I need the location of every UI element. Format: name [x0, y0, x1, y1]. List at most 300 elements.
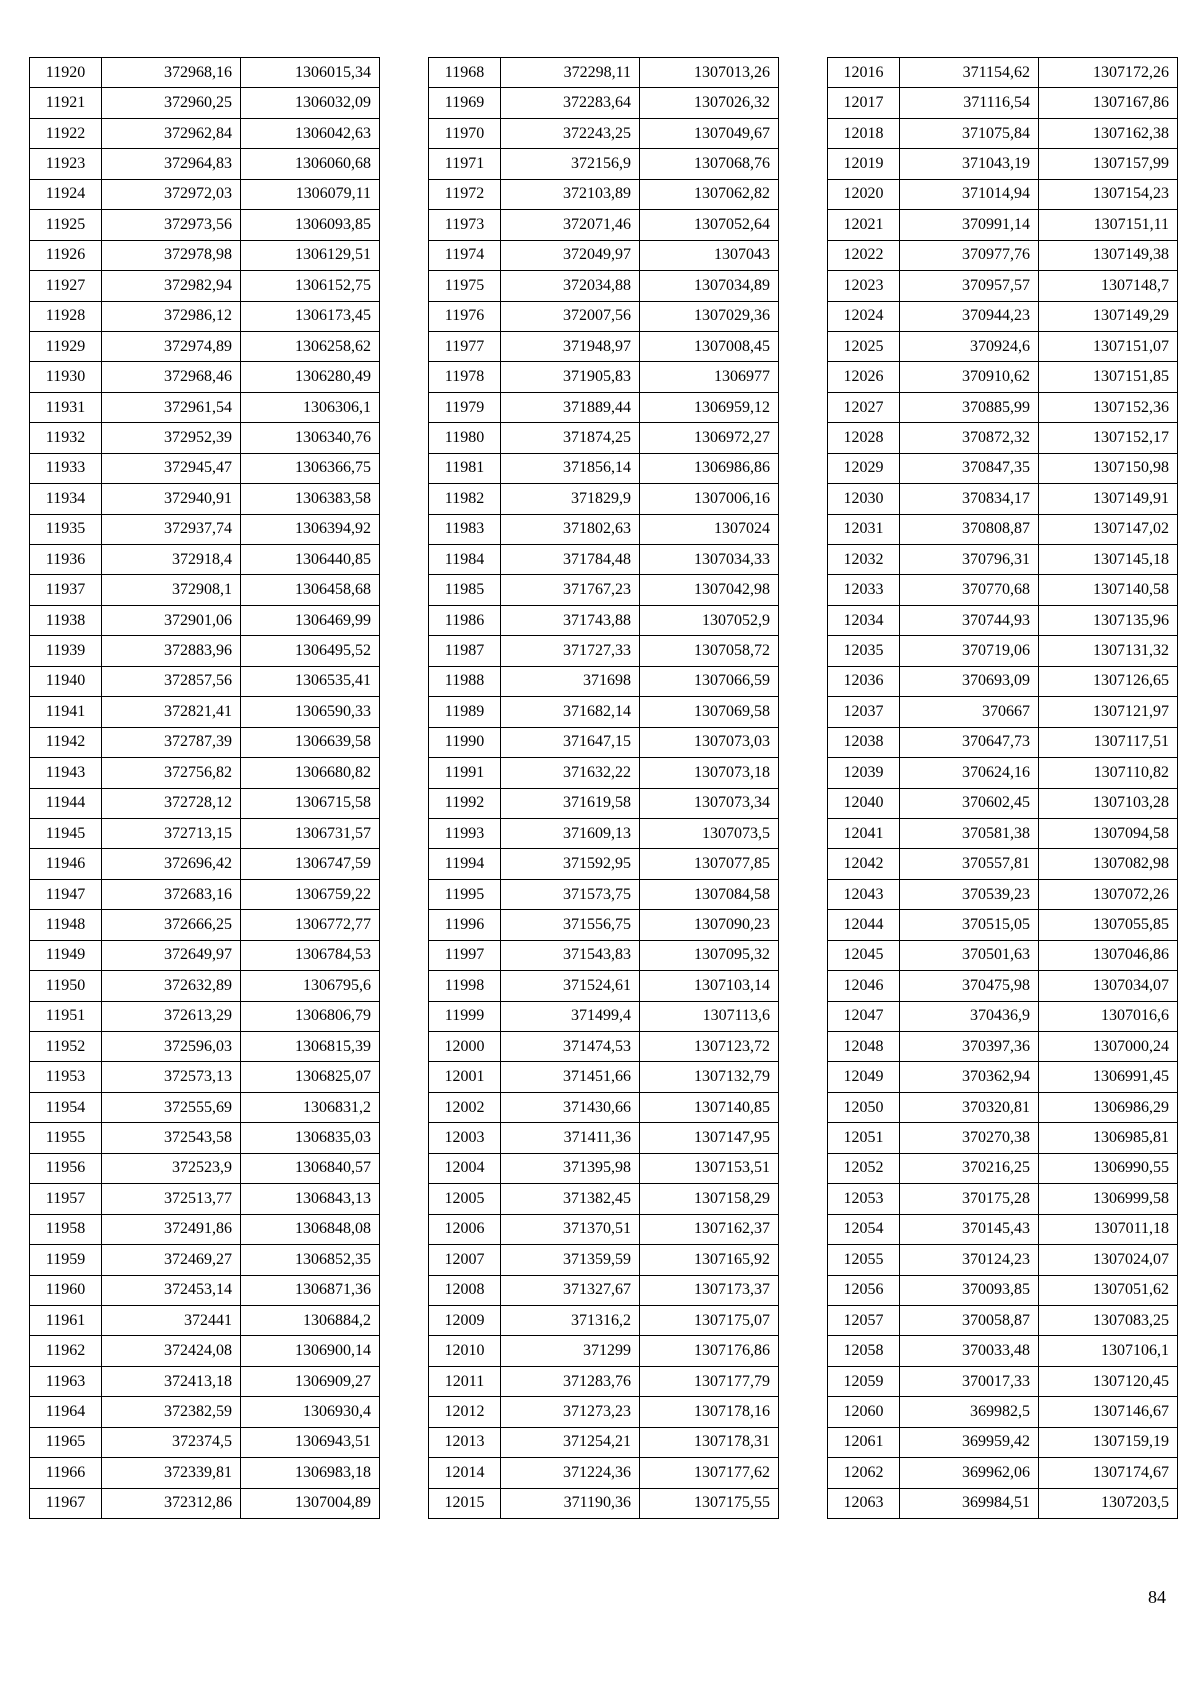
table-row — [30, 1458, 380, 1488]
point-id-cell: 11952 — [30, 1032, 102, 1062]
y-coordinate-cell: 1307146,67 — [1039, 1397, 1178, 1427]
x-coordinate-cell: 372857,56 — [102, 666, 241, 696]
x-coordinate-cell: 370515,05 — [900, 910, 1039, 940]
y-coordinate-cell: 1307175,55 — [640, 1488, 779, 1518]
x-coordinate-cell: 370436,9 — [900, 1001, 1039, 1031]
x-coordinate-cell: 372543,58 — [102, 1123, 241, 1153]
table-row — [30, 392, 380, 422]
x-coordinate-cell: 372007,56 — [501, 301, 640, 331]
point-id-cell: 12007 — [429, 1245, 501, 1275]
table-row — [30, 331, 380, 361]
x-coordinate-cell: 371802,63 — [501, 514, 640, 544]
table-row — [429, 788, 779, 818]
table-row — [828, 697, 1178, 727]
y-coordinate-cell: 1306590,33 — [241, 697, 380, 727]
x-coordinate-cell: 371043,19 — [900, 149, 1039, 179]
table-row — [828, 1397, 1178, 1427]
table-row — [30, 1032, 380, 1062]
table-row — [429, 179, 779, 209]
y-coordinate-cell: 1307151,85 — [1039, 362, 1178, 392]
point-id-cell: 11966 — [30, 1458, 102, 1488]
y-coordinate-cell: 1306806,79 — [241, 1001, 380, 1031]
table-row — [30, 514, 380, 544]
x-coordinate-cell: 371316,2 — [501, 1305, 640, 1335]
x-coordinate-cell: 371411,36 — [501, 1123, 640, 1153]
table-row — [429, 1427, 779, 1457]
y-coordinate-cell: 1306440,85 — [241, 545, 380, 575]
x-coordinate-cell: 369962,06 — [900, 1458, 1039, 1488]
table-row — [30, 1001, 380, 1031]
point-id-cell: 12020 — [828, 179, 900, 209]
table-row — [30, 271, 380, 301]
x-coordinate-cell: 370991,14 — [900, 210, 1039, 240]
point-id-cell: 11939 — [30, 636, 102, 666]
x-coordinate-cell: 371359,59 — [501, 1245, 640, 1275]
y-coordinate-cell: 1307006,16 — [640, 484, 779, 514]
x-coordinate-cell: 370501,63 — [900, 940, 1039, 970]
table-row — [429, 58, 779, 88]
y-coordinate-cell: 1307121,97 — [1039, 697, 1178, 727]
point-id-cell: 12057 — [828, 1305, 900, 1335]
y-coordinate-cell: 1307013,26 — [640, 58, 779, 88]
point-id-cell: 12005 — [429, 1184, 501, 1214]
table-row — [828, 879, 1178, 909]
y-coordinate-cell: 1306152,75 — [241, 271, 380, 301]
y-coordinate-cell: 1306909,27 — [241, 1366, 380, 1396]
x-coordinate-cell: 370719,06 — [900, 636, 1039, 666]
table-row — [429, 1245, 779, 1275]
y-coordinate-cell: 1307073,18 — [640, 758, 779, 788]
y-coordinate-cell: 1307062,82 — [640, 179, 779, 209]
point-id-cell: 11926 — [30, 240, 102, 270]
table-row — [429, 88, 779, 118]
y-coordinate-cell: 1307016,6 — [1039, 1001, 1178, 1031]
y-coordinate-cell: 1307177,62 — [640, 1458, 779, 1488]
point-id-cell: 11937 — [30, 575, 102, 605]
point-id-cell: 12018 — [828, 118, 900, 148]
y-coordinate-cell: 1307083,25 — [1039, 1305, 1178, 1335]
table-row — [828, 758, 1178, 788]
table-row — [30, 818, 380, 848]
point-id-cell: 12030 — [828, 484, 900, 514]
y-coordinate-cell: 1307082,98 — [1039, 849, 1178, 879]
point-id-cell: 12055 — [828, 1245, 900, 1275]
point-id-cell: 11983 — [429, 514, 501, 544]
point-id-cell: 12058 — [828, 1336, 900, 1366]
y-coordinate-cell: 1307011,18 — [1039, 1214, 1178, 1244]
table-row — [828, 666, 1178, 696]
table-row — [828, 727, 1178, 757]
x-coordinate-cell: 372787,39 — [102, 727, 241, 757]
point-id-cell: 11936 — [30, 545, 102, 575]
point-id-cell: 11978 — [429, 362, 501, 392]
y-coordinate-cell: 1307095,32 — [640, 940, 779, 970]
table-row — [30, 666, 380, 696]
point-id-cell: 12014 — [429, 1458, 501, 1488]
y-coordinate-cell: 1307049,67 — [640, 118, 779, 148]
x-coordinate-cell: 372968,46 — [102, 362, 241, 392]
y-coordinate-cell: 1307120,45 — [1039, 1366, 1178, 1396]
point-id-cell: 11972 — [429, 179, 501, 209]
table-row — [828, 392, 1178, 422]
table-row — [30, 849, 380, 879]
y-coordinate-cell: 1307172,26 — [1039, 58, 1178, 88]
point-id-cell: 12042 — [828, 849, 900, 879]
x-coordinate-cell: 372441 — [102, 1305, 241, 1335]
y-coordinate-cell: 1307149,91 — [1039, 484, 1178, 514]
x-coordinate-cell: 372756,82 — [102, 758, 241, 788]
y-coordinate-cell: 1306280,49 — [241, 362, 380, 392]
x-coordinate-cell: 371632,22 — [501, 758, 640, 788]
table-row — [828, 1427, 1178, 1457]
table-row — [429, 1092, 779, 1122]
y-coordinate-cell: 1307073,34 — [640, 788, 779, 818]
point-id-cell: 11981 — [429, 453, 501, 483]
table-row — [828, 1001, 1178, 1031]
point-id-cell: 11986 — [429, 605, 501, 635]
y-coordinate-cell: 1307073,5 — [640, 818, 779, 848]
x-coordinate-cell: 370216,25 — [900, 1153, 1039, 1183]
table-row — [429, 1184, 779, 1214]
y-coordinate-cell: 1307058,72 — [640, 636, 779, 666]
y-coordinate-cell: 1307158,29 — [640, 1184, 779, 1214]
x-coordinate-cell: 372453,14 — [102, 1275, 241, 1305]
table-row — [828, 1214, 1178, 1244]
x-coordinate-cell: 371474,53 — [501, 1032, 640, 1062]
table-row — [828, 1336, 1178, 1366]
y-coordinate-cell: 1307090,23 — [640, 910, 779, 940]
x-coordinate-cell: 369982,5 — [900, 1397, 1039, 1427]
point-id-cell: 12047 — [828, 1001, 900, 1031]
y-coordinate-cell: 1306535,41 — [241, 666, 380, 696]
x-coordinate-cell: 370362,94 — [900, 1062, 1039, 1092]
point-id-cell: 11942 — [30, 727, 102, 757]
point-id-cell: 12056 — [828, 1275, 900, 1305]
x-coordinate-cell: 371743,88 — [501, 605, 640, 635]
y-coordinate-cell: 1306991,45 — [1039, 1062, 1178, 1092]
point-id-cell: 12003 — [429, 1123, 501, 1153]
x-coordinate-cell: 371154,62 — [900, 58, 1039, 88]
table-row — [429, 971, 779, 1001]
x-coordinate-cell: 372243,25 — [501, 118, 640, 148]
point-id-cell: 12011 — [429, 1366, 501, 1396]
point-id-cell: 11961 — [30, 1305, 102, 1335]
x-coordinate-cell: 370602,45 — [900, 788, 1039, 818]
table-row — [429, 1488, 779, 1518]
y-coordinate-cell: 1306990,55 — [1039, 1153, 1178, 1183]
point-id-cell: 11984 — [429, 545, 501, 575]
table-row — [30, 575, 380, 605]
point-id-cell: 12026 — [828, 362, 900, 392]
point-id-cell: 12002 — [429, 1092, 501, 1122]
point-id-cell: 11930 — [30, 362, 102, 392]
point-id-cell: 12024 — [828, 301, 900, 331]
point-id-cell: 11987 — [429, 636, 501, 666]
x-coordinate-cell: 371116,54 — [900, 88, 1039, 118]
table-row — [30, 179, 380, 209]
y-coordinate-cell: 1307026,32 — [640, 88, 779, 118]
point-id-cell: 12053 — [828, 1184, 900, 1214]
table-row — [429, 940, 779, 970]
y-coordinate-cell: 1307176,86 — [640, 1336, 779, 1366]
table-row — [429, 818, 779, 848]
y-coordinate-cell: 1307145,18 — [1039, 545, 1178, 575]
x-coordinate-cell: 372974,89 — [102, 331, 241, 361]
point-id-cell: 11932 — [30, 423, 102, 453]
point-id-cell: 12035 — [828, 636, 900, 666]
page-number: 84 — [1148, 1587, 1166, 1607]
y-coordinate-cell: 1307024 — [640, 514, 779, 544]
x-coordinate-cell: 372964,83 — [102, 149, 241, 179]
table-row — [429, 453, 779, 483]
table-row — [429, 666, 779, 696]
point-id-cell: 12008 — [429, 1275, 501, 1305]
table-row — [828, 1366, 1178, 1396]
table-row — [828, 818, 1178, 848]
y-coordinate-cell: 1307034,07 — [1039, 971, 1178, 1001]
y-coordinate-cell: 1307084,58 — [640, 879, 779, 909]
table-row — [828, 1123, 1178, 1153]
x-coordinate-cell: 371948,97 — [501, 331, 640, 361]
table-row — [30, 788, 380, 818]
y-coordinate-cell: 1307132,79 — [640, 1062, 779, 1092]
x-coordinate-cell: 371327,67 — [501, 1275, 640, 1305]
y-coordinate-cell: 1307147,95 — [640, 1123, 779, 1153]
y-coordinate-cell: 1307042,98 — [640, 575, 779, 605]
point-id-cell: 11979 — [429, 392, 501, 422]
table-row — [429, 423, 779, 453]
y-coordinate-cell: 1306795,6 — [241, 971, 380, 1001]
x-coordinate-cell: 371430,66 — [501, 1092, 640, 1122]
x-coordinate-cell: 370667 — [900, 697, 1039, 727]
x-coordinate-cell: 370581,38 — [900, 818, 1039, 848]
y-coordinate-cell: 1307126,65 — [1039, 666, 1178, 696]
table-row — [429, 240, 779, 270]
x-coordinate-cell: 372986,12 — [102, 301, 241, 331]
table-row — [30, 149, 380, 179]
y-coordinate-cell: 1306060,68 — [241, 149, 380, 179]
x-coordinate-cell: 372632,89 — [102, 971, 241, 1001]
point-id-cell: 11958 — [30, 1214, 102, 1244]
table-row — [828, 1305, 1178, 1335]
y-coordinate-cell: 1307046,86 — [1039, 940, 1178, 970]
table-row — [30, 453, 380, 483]
y-coordinate-cell: 1307149,38 — [1039, 240, 1178, 270]
x-coordinate-cell: 371829,9 — [501, 484, 640, 514]
x-coordinate-cell: 372298,11 — [501, 58, 640, 88]
x-coordinate-cell: 372071,46 — [501, 210, 640, 240]
table-row — [30, 545, 380, 575]
y-coordinate-cell: 1307178,16 — [640, 1397, 779, 1427]
point-id-cell: 12052 — [828, 1153, 900, 1183]
x-coordinate-cell: 372945,47 — [102, 453, 241, 483]
y-coordinate-cell: 1306943,51 — [241, 1427, 380, 1457]
table-row — [30, 1336, 380, 1366]
table-row — [429, 758, 779, 788]
point-id-cell: 11982 — [429, 484, 501, 514]
point-id-cell: 11928 — [30, 301, 102, 331]
y-coordinate-cell: 1307034,89 — [640, 271, 779, 301]
y-coordinate-cell: 1306983,18 — [241, 1458, 380, 1488]
x-coordinate-cell: 370796,31 — [900, 545, 1039, 575]
point-id-cell: 11993 — [429, 818, 501, 848]
x-coordinate-cell: 371573,75 — [501, 879, 640, 909]
point-id-cell: 11921 — [30, 88, 102, 118]
y-coordinate-cell: 1307066,59 — [640, 666, 779, 696]
table-row — [429, 1305, 779, 1335]
point-id-cell: 11964 — [30, 1397, 102, 1427]
y-coordinate-cell: 1307152,17 — [1039, 423, 1178, 453]
y-coordinate-cell: 1306930,4 — [241, 1397, 380, 1427]
x-coordinate-cell: 372962,84 — [102, 118, 241, 148]
point-id-cell: 11985 — [429, 575, 501, 605]
x-coordinate-cell: 371524,61 — [501, 971, 640, 1001]
y-coordinate-cell: 1307094,58 — [1039, 818, 1178, 848]
point-id-cell: 11963 — [30, 1366, 102, 1396]
x-coordinate-cell: 372469,27 — [102, 1245, 241, 1275]
x-coordinate-cell: 372961,54 — [102, 392, 241, 422]
x-coordinate-cell: 370270,38 — [900, 1123, 1039, 1153]
point-id-cell: 11946 — [30, 849, 102, 879]
x-coordinate-cell: 372952,39 — [102, 423, 241, 453]
x-coordinate-cell: 371556,75 — [501, 910, 640, 940]
point-id-cell: 11977 — [429, 331, 501, 361]
y-coordinate-cell: 1307165,92 — [640, 1245, 779, 1275]
x-coordinate-cell: 371698 — [501, 666, 640, 696]
table-row — [429, 605, 779, 635]
y-coordinate-cell: 1307140,85 — [640, 1092, 779, 1122]
x-coordinate-cell: 370557,81 — [900, 849, 1039, 879]
x-coordinate-cell: 372982,94 — [102, 271, 241, 301]
point-id-cell: 11962 — [30, 1336, 102, 1366]
table-row — [30, 1397, 380, 1427]
x-coordinate-cell: 370124,23 — [900, 1245, 1039, 1275]
y-coordinate-cell: 1306093,85 — [241, 210, 380, 240]
x-coordinate-cell: 372960,25 — [102, 88, 241, 118]
table-row — [30, 301, 380, 331]
table-row — [828, 1245, 1178, 1275]
table-row — [30, 1153, 380, 1183]
point-id-cell: 11997 — [429, 940, 501, 970]
y-coordinate-cell: 1307153,51 — [640, 1153, 779, 1183]
x-coordinate-cell: 372968,16 — [102, 58, 241, 88]
y-coordinate-cell: 1306985,81 — [1039, 1123, 1178, 1153]
y-coordinate-cell: 1306173,45 — [241, 301, 380, 331]
table-row — [429, 1397, 779, 1427]
x-coordinate-cell: 372940,91 — [102, 484, 241, 514]
x-coordinate-cell: 371856,14 — [501, 453, 640, 483]
y-coordinate-cell: 1307173,37 — [640, 1275, 779, 1305]
table-row — [828, 453, 1178, 483]
x-coordinate-cell: 372156,9 — [501, 149, 640, 179]
table-row — [828, 575, 1178, 605]
point-id-cell: 12022 — [828, 240, 900, 270]
point-id-cell: 12054 — [828, 1214, 900, 1244]
x-coordinate-cell: 371609,13 — [501, 818, 640, 848]
x-coordinate-cell: 372034,88 — [501, 271, 640, 301]
y-coordinate-cell: 1307167,86 — [1039, 88, 1178, 118]
point-id-cell: 11969 — [429, 88, 501, 118]
point-id-cell: 12037 — [828, 697, 900, 727]
point-id-cell: 11951 — [30, 1001, 102, 1031]
table-row — [429, 636, 779, 666]
y-coordinate-cell: 1307135,96 — [1039, 605, 1178, 635]
x-coordinate-cell: 372978,98 — [102, 240, 241, 270]
point-id-cell: 12027 — [828, 392, 900, 422]
point-id-cell: 11933 — [30, 453, 102, 483]
x-coordinate-cell: 372901,06 — [102, 605, 241, 635]
x-coordinate-cell: 371499,4 — [501, 1001, 640, 1031]
table-row — [30, 727, 380, 757]
point-id-cell: 12046 — [828, 971, 900, 1001]
x-coordinate-cell: 371273,23 — [501, 1397, 640, 1427]
x-coordinate-cell: 370093,85 — [900, 1275, 1039, 1305]
point-id-cell: 12029 — [828, 453, 900, 483]
point-id-cell: 11991 — [429, 758, 501, 788]
table-row — [30, 484, 380, 514]
table-row — [30, 118, 380, 148]
x-coordinate-cell: 371299 — [501, 1336, 640, 1366]
y-coordinate-cell: 1306366,75 — [241, 453, 380, 483]
point-id-cell: 11931 — [30, 392, 102, 422]
point-id-cell: 11996 — [429, 910, 501, 940]
x-coordinate-cell: 372821,41 — [102, 697, 241, 727]
x-coordinate-cell: 372523,9 — [102, 1153, 241, 1183]
table-row — [30, 1305, 380, 1335]
table-row — [828, 484, 1178, 514]
y-coordinate-cell: 1306784,53 — [241, 940, 380, 970]
x-coordinate-cell: 372728,12 — [102, 788, 241, 818]
y-coordinate-cell: 1307073,03 — [640, 727, 779, 757]
y-coordinate-cell: 1307148,7 — [1039, 271, 1178, 301]
y-coordinate-cell: 1307151,07 — [1039, 331, 1178, 361]
table-row — [828, 636, 1178, 666]
y-coordinate-cell: 1306825,07 — [241, 1062, 380, 1092]
table-row — [30, 971, 380, 1001]
point-id-cell: 12036 — [828, 666, 900, 696]
y-coordinate-cell: 1306032,09 — [241, 88, 380, 118]
x-coordinate-cell: 371784,48 — [501, 545, 640, 575]
table-row — [828, 1062, 1178, 1092]
table-row — [30, 1488, 380, 1518]
y-coordinate-cell: 1306972,27 — [640, 423, 779, 453]
y-coordinate-cell: 1307162,37 — [640, 1214, 779, 1244]
point-id-cell: 11938 — [30, 605, 102, 635]
point-id-cell: 11992 — [429, 788, 501, 818]
x-coordinate-cell: 371905,83 — [501, 362, 640, 392]
x-coordinate-cell: 370693,09 — [900, 666, 1039, 696]
point-id-cell: 11950 — [30, 971, 102, 1001]
y-coordinate-cell: 1307174,67 — [1039, 1458, 1178, 1488]
x-coordinate-cell: 372312,86 — [102, 1488, 241, 1518]
point-id-cell: 12001 — [429, 1062, 501, 1092]
coordinate-table-3 — [827, 57, 1178, 1519]
y-coordinate-cell: 1306884,2 — [241, 1305, 380, 1335]
table-row — [429, 271, 779, 301]
point-id-cell: 11965 — [30, 1427, 102, 1457]
table-row — [30, 58, 380, 88]
x-coordinate-cell: 370539,23 — [900, 879, 1039, 909]
table-row — [429, 697, 779, 727]
point-id-cell: 11989 — [429, 697, 501, 727]
x-coordinate-cell: 372666,25 — [102, 910, 241, 940]
y-coordinate-cell: 1307113,6 — [640, 1001, 779, 1031]
point-id-cell: 12061 — [828, 1427, 900, 1457]
x-coordinate-cell: 371767,23 — [501, 575, 640, 605]
x-coordinate-cell: 371075,84 — [900, 118, 1039, 148]
y-coordinate-cell: 1307110,82 — [1039, 758, 1178, 788]
table-row — [828, 910, 1178, 940]
